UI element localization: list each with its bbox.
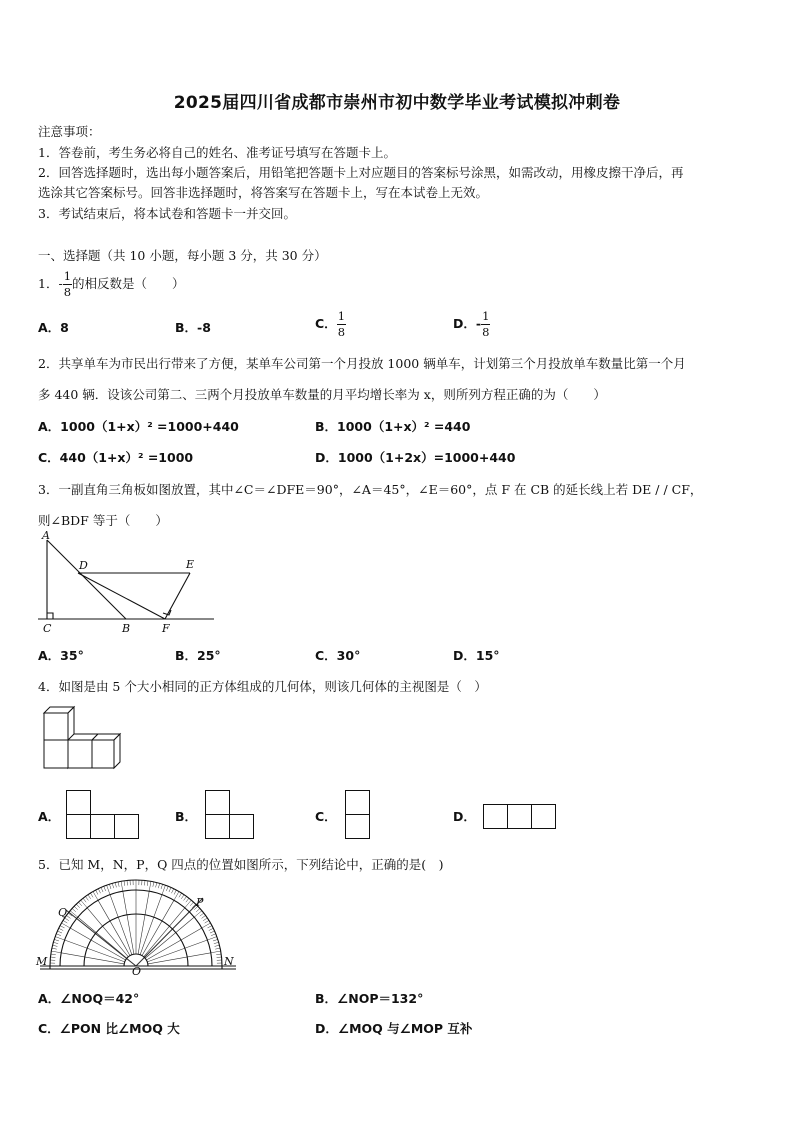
- protractor-tick: [194, 911, 202, 917]
- protractor-tick: [101, 887, 103, 892]
- protractor-tick: [74, 906, 78, 909]
- notice-line-4: 3．考试结束后，将本试卷和答题卡一并交回。: [38, 206, 296, 221]
- q1-c-num: 1: [337, 309, 346, 323]
- protractor-tick: [53, 945, 58, 946]
- page-title: 2025届四川省成都市崇州市初中数学毕业考试模拟冲刺卷: [173, 93, 621, 113]
- notice-line-1: 1．答卷前，考生务必将自己的姓名、准考证号填写在答题卡上。: [38, 145, 396, 160]
- q2-option-b: B．1000（1+x）² =440: [315, 419, 471, 434]
- q2-option-c: C．440（1+x）² =1000: [38, 450, 194, 465]
- protractor-tick: [215, 945, 220, 946]
- protractor-tick: [112, 883, 113, 888]
- protractor-tick: [169, 887, 171, 892]
- question-5-stem: 5．已知 M，N，P，Q 四点的位置如图所示，下列结论中，正确的是( ): [38, 857, 444, 872]
- q4-a-cell: [66, 790, 91, 815]
- protractor-tick: [186, 898, 189, 902]
- protractor-tick: [161, 884, 163, 889]
- protractor-tick: [50, 957, 55, 958]
- q4-d-cell: [483, 804, 508, 829]
- protractor-tick: [72, 908, 76, 911]
- q5-label-m: M: [36, 955, 48, 968]
- protractor-tick: [83, 898, 86, 902]
- q5-protractor-figure: [36, 876, 242, 976]
- q5-option-a: A．∠NOQ＝42°: [38, 991, 140, 1006]
- protractor-tick: [124, 881, 125, 886]
- protractor-tick: [216, 954, 221, 955]
- q5-label-o: O: [132, 965, 142, 978]
- q4-cube-figure: [42, 706, 122, 770]
- q1-suffix: 的相反数是（ ）: [72, 276, 185, 291]
- protractor-tick: [98, 889, 100, 894]
- q3-option-c: C．30°: [315, 648, 361, 663]
- protractor-tick: [56, 934, 61, 936]
- q3-option-b: B．25°: [175, 648, 221, 663]
- q1-fraction: [63, 271, 72, 298]
- protractor-tick: [181, 895, 184, 899]
- q3-label-c: C: [43, 622, 52, 635]
- protractor-tick: [51, 951, 61, 953]
- q4-option-d-label: D．: [453, 809, 476, 824]
- q4-c-cell: [345, 790, 370, 815]
- q4-option-a-label: A．: [38, 809, 61, 824]
- protractor-tick: [149, 881, 151, 891]
- q4-b-cell: [205, 790, 230, 815]
- q2-option-a: A．1000（1+x）² =1000+440: [38, 419, 239, 434]
- q4-d-cell: [531, 804, 556, 829]
- protractor-tick: [217, 957, 222, 958]
- protractor-tick: [153, 882, 154, 887]
- q1-prefix: 1．-: [38, 276, 63, 291]
- q3-label-f: F: [162, 622, 170, 635]
- protractor-tick: [213, 939, 218, 941]
- protractor-tick: [211, 934, 216, 936]
- section-heading: 一、选择题（共 10 小题，每小题 3 分，共 30 分）: [38, 248, 327, 263]
- q3-label-a: A: [42, 529, 50, 542]
- q1-option-c-label: C．: [315, 316, 337, 331]
- question-3-line-2: 则∠BDF 等于（ ）: [38, 513, 168, 528]
- q4-a-cell: [66, 814, 91, 839]
- protractor-tick: [115, 883, 116, 888]
- q5-label-q: Q: [58, 906, 68, 919]
- protractor-tick: [52, 948, 57, 949]
- protractor-tick: [166, 886, 168, 891]
- q5-label-p: P: [196, 896, 204, 909]
- q5-option-c: C．∠PON 比∠MOQ 大: [38, 1021, 180, 1036]
- protractor-tick: [53, 942, 58, 943]
- question-4-stem: 4．如图是由 5 个大小相同的正方体组成的几何体，则该几何体的主视图是（ ）: [38, 679, 487, 694]
- protractor-tick: [81, 900, 87, 908]
- q1-frac-num: 1: [63, 269, 72, 283]
- protractor-tick: [96, 890, 98, 894]
- notice-line-2: 2．回答选择题时，选出每小题答案后，用铅笔把答题卡上对应题目的答案标号涂黑，如需改动，用橡皮擦干净后，再: [38, 165, 684, 180]
- q1-option-d-label: D．-: [453, 316, 482, 331]
- protractor-tick: [147, 881, 148, 886]
- q3-triangle-figure: [38, 530, 218, 638]
- q1-c-den: 8: [337, 324, 346, 339]
- protractor-tick: [210, 931, 215, 933]
- q2-option-d: D．1000（1+2x）=1000+440: [315, 450, 516, 465]
- q1-d-num: 1: [482, 309, 490, 323]
- protractor-tick: [59, 928, 64, 930]
- q4-c-cell: [345, 814, 370, 839]
- protractor-tick: [202, 915, 206, 918]
- q3-option-a: A．35°: [38, 648, 84, 663]
- q1-option-d: [453, 306, 490, 342]
- q3-label-e: E: [186, 558, 195, 571]
- protractor-tick: [184, 896, 187, 900]
- protractor-tick: [209, 928, 214, 930]
- protractor-tick: [76, 904, 79, 908]
- protractor-tick: [162, 885, 165, 894]
- protractor-tick: [63, 920, 67, 923]
- question-2-line-1: 2．共享单车为市民出行带来了方便，某单车公司第一个月投放 1000 辆单车，计划第三个月投放单车数量比第一个月: [38, 356, 686, 371]
- protractor-tick: [214, 942, 219, 943]
- q1-d-den: 8: [482, 324, 490, 339]
- protractor-tick: [90, 893, 93, 897]
- q3-label-b: B: [122, 622, 131, 635]
- protractor-tick: [172, 889, 174, 894]
- protractor-tick: [190, 902, 193, 906]
- protractor-tick: [205, 920, 209, 923]
- q1-frac-den: 8: [63, 284, 72, 299]
- q1-option-a: A．8: [38, 320, 69, 335]
- protractor-tick: [78, 902, 81, 906]
- q4-a-cell: [114, 814, 139, 839]
- q4-option-b-label: B．: [175, 809, 198, 824]
- q5-option-b: B．∠NOP＝132°: [315, 991, 424, 1006]
- protractor-tick: [156, 883, 157, 888]
- q1-option-d-frac: [481, 311, 490, 338]
- protractor-tick: [51, 954, 56, 955]
- protractor-tick: [127, 880, 128, 885]
- protractor-tick: [118, 882, 119, 887]
- protractor-tick: [144, 880, 145, 885]
- protractor-tick: [203, 918, 207, 921]
- question-2-line-2: 多 440 辆．设该公司第二、三两个月投放单车数量的月平均增长率为 x，则所列方程正确的为（ ）: [38, 387, 606, 402]
- q4-option-c-label: C．: [315, 809, 337, 824]
- q3-label-d: D: [79, 559, 88, 572]
- protractor-tick: [215, 948, 220, 949]
- protractor-tick: [211, 951, 221, 953]
- q4-b-cell: [229, 814, 254, 839]
- notice-heading: 注意事项：: [38, 124, 101, 139]
- q5-label-n: N: [224, 955, 234, 968]
- q4-a-cell: [90, 814, 115, 839]
- protractor-tick: [207, 937, 216, 940]
- protractor-tick: [107, 885, 110, 894]
- protractor-tick: [185, 900, 191, 908]
- q1-option-b: B．-8: [175, 320, 211, 335]
- protractor-tick: [54, 939, 59, 941]
- q5-option-d: D．∠MOQ 与∠MOP 互补: [315, 1021, 473, 1036]
- protractor-tick: [60, 926, 64, 928]
- question-1-stem: [38, 268, 185, 300]
- notice-line-3: 选涂其它答案标号。回答非选择题时，将答案写在答题卡上，写在本试卷上无效。: [38, 185, 489, 200]
- q3-option-d: D．15°: [453, 648, 500, 663]
- question-3-line-1: 3．一副直角三角板如图放置，其中∠C＝∠DFE＝90°，∠A＝45°，∠E＝60°，点 F 在 CB 的延长线上若 DE / / CF，: [38, 482, 703, 497]
- q4-b-cell: [205, 814, 230, 839]
- q1-option-c: [315, 306, 346, 342]
- q1-option-c-frac: [337, 311, 346, 338]
- protractor-tick: [88, 895, 91, 899]
- protractor-tick: [121, 881, 123, 891]
- protractor-tick: [200, 913, 204, 916]
- protractor-tick: [85, 896, 88, 900]
- protractor-tick: [174, 890, 176, 894]
- protractor-tick: [55, 937, 64, 940]
- protractor-tick: [208, 926, 212, 928]
- protractor-tick: [104, 886, 106, 891]
- protractor-tick: [57, 931, 62, 933]
- q4-d-cell: [507, 804, 532, 829]
- protractor-tick: [109, 884, 111, 889]
- protractor-tick: [158, 883, 159, 888]
- protractor-tick: [179, 893, 182, 897]
